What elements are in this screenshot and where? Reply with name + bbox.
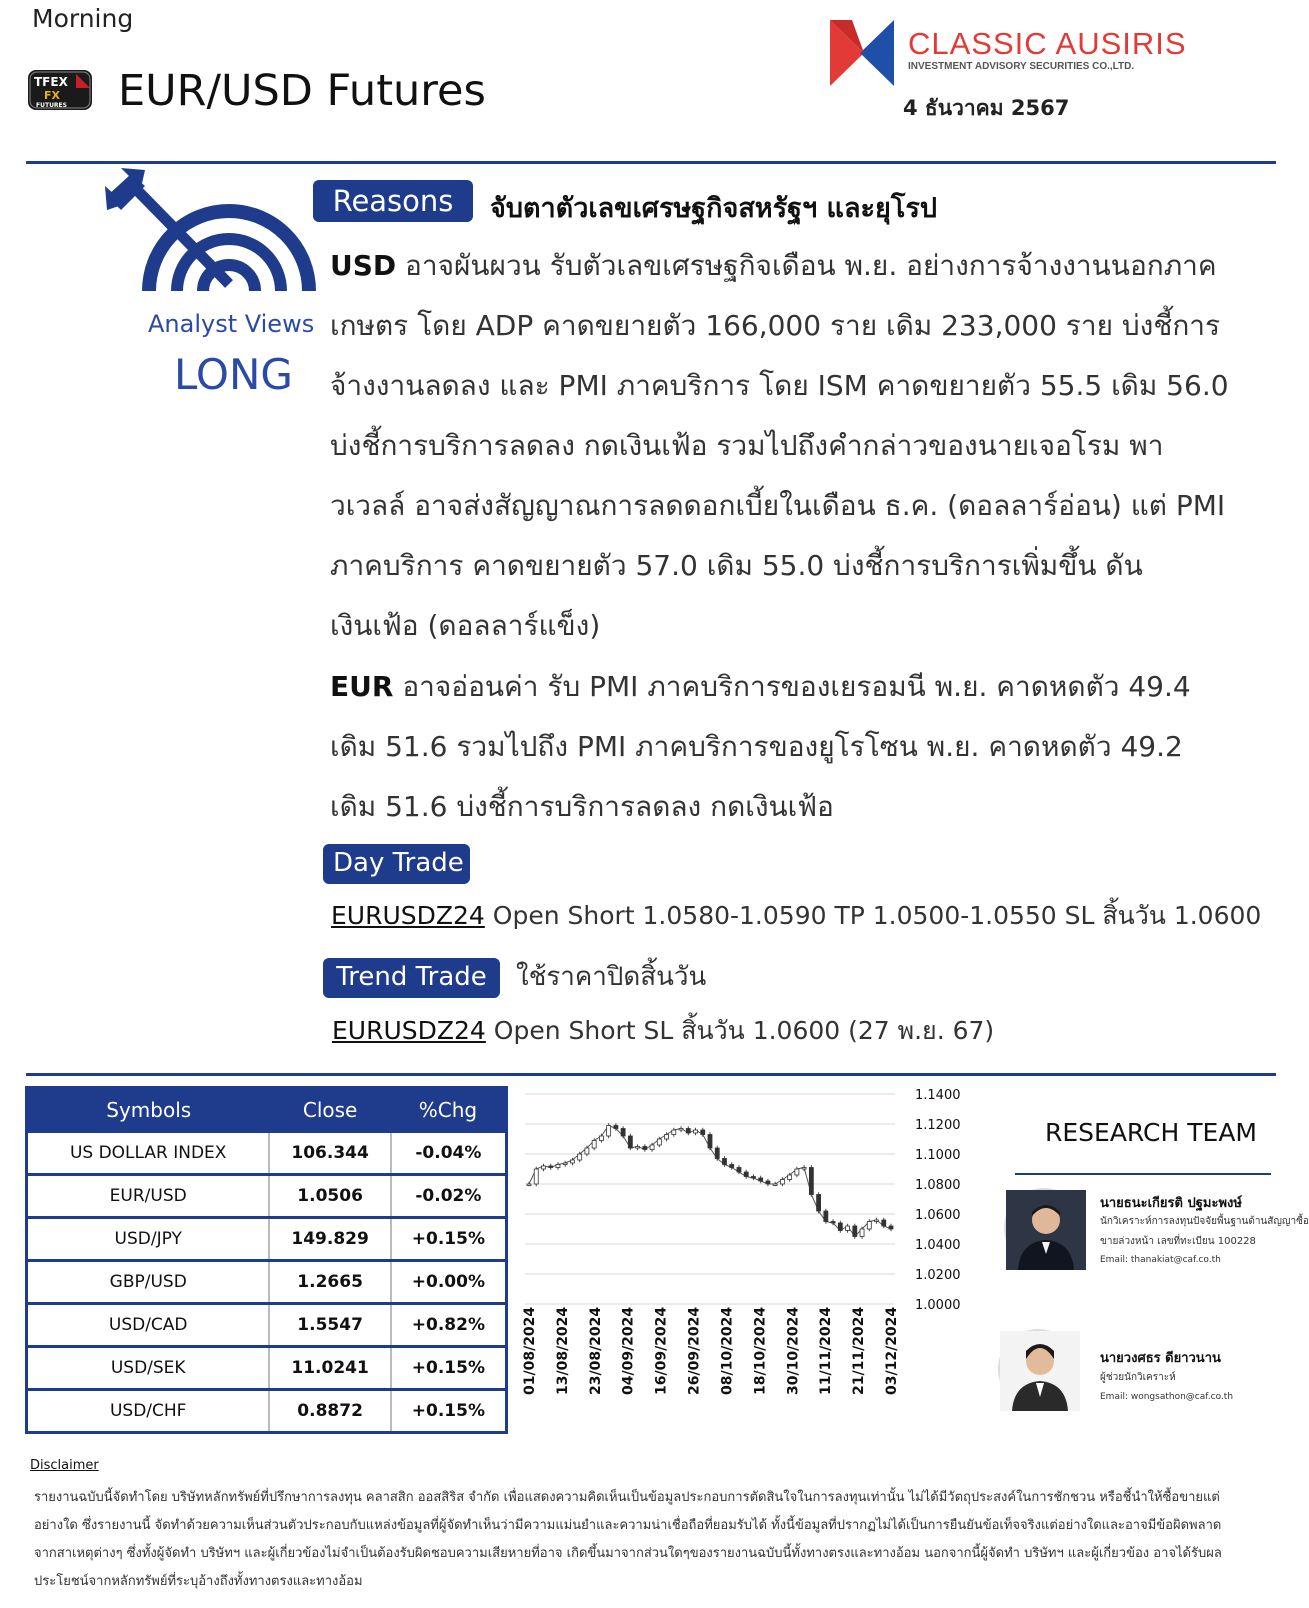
change-cell: +0.15% [391, 1347, 507, 1390]
y-tick-label: 1.0600 [915, 1208, 961, 1223]
symbol-cell: USD/CAD [27, 1304, 270, 1347]
y-tick-label: 1.0200 [915, 1268, 961, 1283]
x-tick-label: 13/08/2024 [554, 1306, 571, 1395]
symbol-cell: US DOLLAR INDEX [27, 1132, 270, 1175]
avatar [998, 1329, 1078, 1409]
x-tick-label: 03/12/2024 [884, 1306, 900, 1395]
eur-analysis-text: อาจอ่อนค่า รับ PMI ภาคบริการของเยรอมนี พ.ย. คาดหดตัว 49.4 เดิม 51.6 รวมไปถึง PMI ภาคบริการของยูโรโซน พ.ย. คาดหดตัว 49.2 เดิม 51.6 บ่งชี้การบริการลดลง กดเงินเฟ้อ [330, 670, 1191, 823]
tfex-logo-line-3: FUTURES [36, 102, 67, 109]
change-cell: +0.82% [391, 1304, 507, 1347]
close-cell: 11.0241 [269, 1347, 390, 1390]
y-tick-label: 1.0400 [915, 1238, 961, 1253]
x-tick-label: 21/11/2024 [851, 1306, 868, 1395]
analyst-photo-1 [1006, 1190, 1086, 1270]
candle-body [744, 1172, 748, 1177]
usd-analysis-text: อาจผันผวน รับตัวเลขเศรษฐกิจเดือน พ.ย. อย่างการจ้างงานนอกภาคเกษตร โดย ADP คาดขยายตัว 166,000 ราย เดิม 233,000 ราย บ่งชี้การจ้างงานลดลง และ PMI ภาคบริการ โดย ISM คาดขยายตัว 55.5 เดิม 56.0 บ่งชี้การบริการลดลง กดเงินเฟ้อ รวมไปถึงคำกล่าวของนายเจอโรม พาวเวลล์ อาจส่งสัญญาณการลดดอกเบี้ยในเดือน ธ.ค. (ดอลลาร์อ่อน) แต่ PMI ภาคบริการ คาดขยายตัว 57.0 เดิม 55.0 บ่งชี้การบริการเพิ่มขึ้น ดันเงินเฟ้อ (ดอลลาร์แข็ง) [330, 249, 1229, 642]
market-quotes-table [25, 1086, 508, 1434]
y-tick-label: 1.1200 [915, 1118, 961, 1133]
candle-body [882, 1220, 886, 1226]
x-tick-label: 18/10/2024 [752, 1306, 769, 1395]
chart-series [527, 1123, 893, 1239]
reasons-badge: Reasons [313, 180, 473, 222]
table-row [27, 1132, 507, 1175]
table-row [27, 1175, 507, 1218]
table-row [27, 1261, 507, 1304]
candle-body [795, 1169, 799, 1175]
candle-body [549, 1166, 553, 1168]
candle-body [780, 1180, 784, 1185]
avatar [1004, 1188, 1084, 1268]
candle-body [730, 1165, 734, 1168]
change-cell: -0.02% [391, 1175, 507, 1218]
analyst-view-value: LONG [174, 350, 293, 399]
tfex-logo-line-1: TFEX [34, 75, 68, 89]
disclaimer-title: Disclaimer [30, 1458, 99, 1473]
eur-symbol: EUR [330, 670, 394, 703]
x-tick-label: 11/11/2024 [818, 1306, 835, 1395]
eur-analysis-paragraph [330, 657, 1230, 837]
table-header-row [27, 1088, 507, 1132]
symbol-cell: USD/SEK [27, 1347, 270, 1390]
candle-body [751, 1177, 755, 1179]
trend-trade-text: Open Short SL สิ้นวัน 1.0600 (27 พ.ย. 67) [485, 1016, 995, 1045]
candle-body [788, 1175, 792, 1180]
chart-gridlines [525, 1094, 895, 1304]
symbol-cell: EUR/USD [27, 1175, 270, 1218]
member-role-2: ขายล่วงหน้า เลขที่ทะเบียน 100228 [1100, 1236, 1256, 1247]
candle-body [628, 1136, 632, 1148]
eurusd-price-chart [522, 1088, 1010, 1425]
member-role: ผู้ช่วยนักวิเคราะห์ [1100, 1372, 1176, 1383]
member-name: นายธนะเกียรติ ปฐมะพงษ์ [1100, 1196, 1242, 1211]
research-team-title: RESEARCH TEAM [1045, 1118, 1257, 1147]
x-tick-label: 01/08/2024 [522, 1306, 538, 1395]
tfex-fx-futures-logo [26, 66, 96, 114]
candle-body [766, 1181, 770, 1184]
candle-body [578, 1154, 582, 1160]
brand-name: CLASSIC AUSIRIS [908, 26, 1187, 61]
candle-body [563, 1163, 567, 1165]
change-cell: +0.00% [391, 1261, 507, 1304]
candle-body [701, 1130, 705, 1135]
table-row [27, 1347, 507, 1390]
candle-body [838, 1223, 842, 1231]
candle-body [809, 1168, 813, 1195]
candle-body [846, 1226, 850, 1231]
table-row [27, 1304, 507, 1347]
close-cell: 1.2665 [269, 1261, 390, 1304]
analyst-photo-2 [1000, 1331, 1080, 1411]
trend-trade-symbol: EURUSDZ24 [332, 1016, 486, 1045]
column-header-change: %Chg [391, 1088, 507, 1132]
candle-body [737, 1168, 741, 1173]
research-team-divider [1015, 1173, 1271, 1175]
candle-body [657, 1139, 661, 1145]
candle-body [621, 1129, 625, 1137]
candle-body [715, 1148, 719, 1159]
page-title: EUR/USD Futures [118, 66, 486, 116]
x-tick-label: 26/09/2024 [686, 1306, 703, 1395]
trend-trade-badge: Trend Trade [323, 958, 500, 998]
table-row [27, 1390, 507, 1433]
member-name: นายวงศธร ดียาวนาน [1100, 1351, 1221, 1366]
chart-y-axis [915, 1088, 961, 1313]
candle-body [686, 1129, 690, 1134]
report-date: 4 ธันวาคม 2567 [903, 96, 1070, 120]
y-tick-label: 1.1000 [915, 1148, 961, 1163]
member-email: Email: wongsathon@caf.co.th [1100, 1392, 1234, 1402]
candle-body [650, 1145, 654, 1150]
y-tick-label: 1.0800 [915, 1178, 961, 1193]
disclaimer-body: รายงานฉบับนี้จัดทำโดย บริษัทหลักทรัพย์ที่ปรึกษาการลงทุน คลาสสิก ออสสิริส จำกัด เพื่อแสดงความคิดเห็นเป็นข้อมูลประกอบการตัดสินใจในการลงทุนเท่านั้น ไม่ได้มีวัตถุประสงค์ในการชักชวน หรือชี้นำให้ซื้อขายแต่อย่างใด ซึ่งรายงานนี้ จัดทำด้วยความเห็นส่วนตัวประกอบกับแหล่งข้อมูลที่ผู้จัดทำเห็นว่ามีความแม่นยำและความน่าเชื่อถือที่ยอมรับได้ ทั้งนี้ข้อมูลที่ปรากฏไม่ได้เป็นการยืนยันข้อเท็จจริงแต่อย่างใดและอาจมีข้อผิดพลาดจากสาเหตุต่างๆ ซึ่งทั้งผู้จัดทำ บริษัทฯ และผู้เกี่ยวข้องไม่จำเป็นต้องรับผิดชอบความเสียหายที่อาจ เกิดขึ้นมาจากส่วนใดๆของรายงานฉบับนี้ทั้งทางตรงและทางอ้อม นอกจากนี้ผู้จัดทำ บริษัทฯ และผู้เกี่ยวข้อง อาจได้รับผลประโยชน์จากหลักทรัพย์ที่ระบุอ้างถึงทั้งทางตรงและทางอ้อม [34, 1490, 1222, 1589]
candle-body [607, 1126, 611, 1137]
close-cell: 1.0506 [269, 1175, 390, 1218]
change-cell: +0.15% [391, 1218, 507, 1261]
candle-body [541, 1166, 545, 1169]
reasons-heading: จับตาตัวเลขเศรษฐกิจสหรัฐฯ และยุโรป [490, 193, 937, 224]
candle-body [679, 1129, 683, 1131]
candle-body [867, 1222, 871, 1230]
column-header-close: Close [269, 1088, 390, 1132]
candle-body [889, 1226, 893, 1229]
target-arrow-icon [105, 166, 315, 301]
x-tick-label: 23/08/2024 [587, 1306, 604, 1395]
change-cell: +0.15% [391, 1390, 507, 1433]
candle-body [773, 1184, 777, 1186]
day-trade-symbol: EURUSDZ24 [331, 901, 485, 930]
close-cell: 0.8872 [269, 1390, 390, 1433]
report-kicker: Morning [32, 4, 134, 33]
candle-body [665, 1135, 669, 1140]
brand-subtitle: INVESTMENT ADVISORY SECURITIES CO.,LTD. [908, 61, 1135, 72]
candle-body [556, 1165, 560, 1168]
candle-body [875, 1220, 879, 1222]
trend-trade-recommendation [332, 1011, 994, 1051]
candle-body [570, 1160, 574, 1163]
x-tick-label: 30/10/2024 [785, 1306, 802, 1395]
header-divider [26, 161, 1276, 164]
candle-body [722, 1159, 726, 1165]
y-tick-label: 1.1400 [915, 1088, 961, 1103]
candle-body [527, 1184, 531, 1186]
member-email: Email: thanakiat@caf.co.th [1100, 1255, 1221, 1265]
candle-body [592, 1141, 596, 1149]
change-cell: -0.04% [391, 1132, 507, 1175]
candle-body [636, 1147, 640, 1149]
candle-body [759, 1178, 763, 1181]
candle-body [853, 1226, 857, 1237]
candle-body [694, 1130, 698, 1133]
symbol-cell: GBP/USD [27, 1261, 270, 1304]
close-cell: 106.344 [269, 1132, 390, 1175]
candle-body [599, 1136, 603, 1141]
day-trade-badge: Day Trade [323, 844, 470, 884]
trend-trade-note: ใช้ราคาปิดสิ้นวัน [516, 962, 707, 992]
candle-body [672, 1130, 676, 1135]
candle-body [643, 1147, 647, 1150]
candle-body [534, 1169, 538, 1184]
candle-body [802, 1168, 806, 1170]
classic-ausiris-logo-mark [828, 18, 896, 88]
candle-body [860, 1229, 864, 1237]
symbol-cell: USD/CHF [27, 1390, 270, 1433]
member-role: นักวิเคราะห์การลงทุนปัจจัยพื้นฐานด้านสัญญาซื้อ [1100, 1216, 1309, 1227]
candle-body [824, 1211, 828, 1222]
day-trade-recommendation [331, 896, 1261, 936]
day-trade-text: Open Short 1.0580-1.0590 TP 1.0500-1.0550 SL สิ้นวัน 1.0600 [484, 901, 1262, 930]
close-cell: 149.829 [269, 1218, 390, 1261]
usd-symbol: USD [330, 249, 397, 282]
x-tick-label: 16/09/2024 [653, 1306, 670, 1395]
tfex-logo-line-2: FX [44, 89, 60, 102]
close-cell: 1.5547 [269, 1304, 390, 1347]
x-tick-label: 08/10/2024 [719, 1306, 736, 1395]
candle-body [708, 1135, 712, 1149]
usd-analysis-paragraph [330, 236, 1230, 656]
y-tick-label: 1.0000 [915, 1298, 961, 1313]
chart-x-axis [522, 1307, 900, 1395]
candle-body [817, 1195, 821, 1212]
x-tick-label: 04/09/2024 [620, 1306, 637, 1395]
column-header-symbols: Symbols [27, 1088, 270, 1132]
candle-body [585, 1148, 589, 1154]
candle-body [614, 1126, 618, 1129]
table-row [27, 1218, 507, 1261]
section-divider [26, 1073, 1276, 1076]
analyst-views-label: Analyst Views [148, 310, 315, 338]
symbol-cell: USD/JPY [27, 1218, 270, 1261]
candle-body [831, 1222, 835, 1224]
